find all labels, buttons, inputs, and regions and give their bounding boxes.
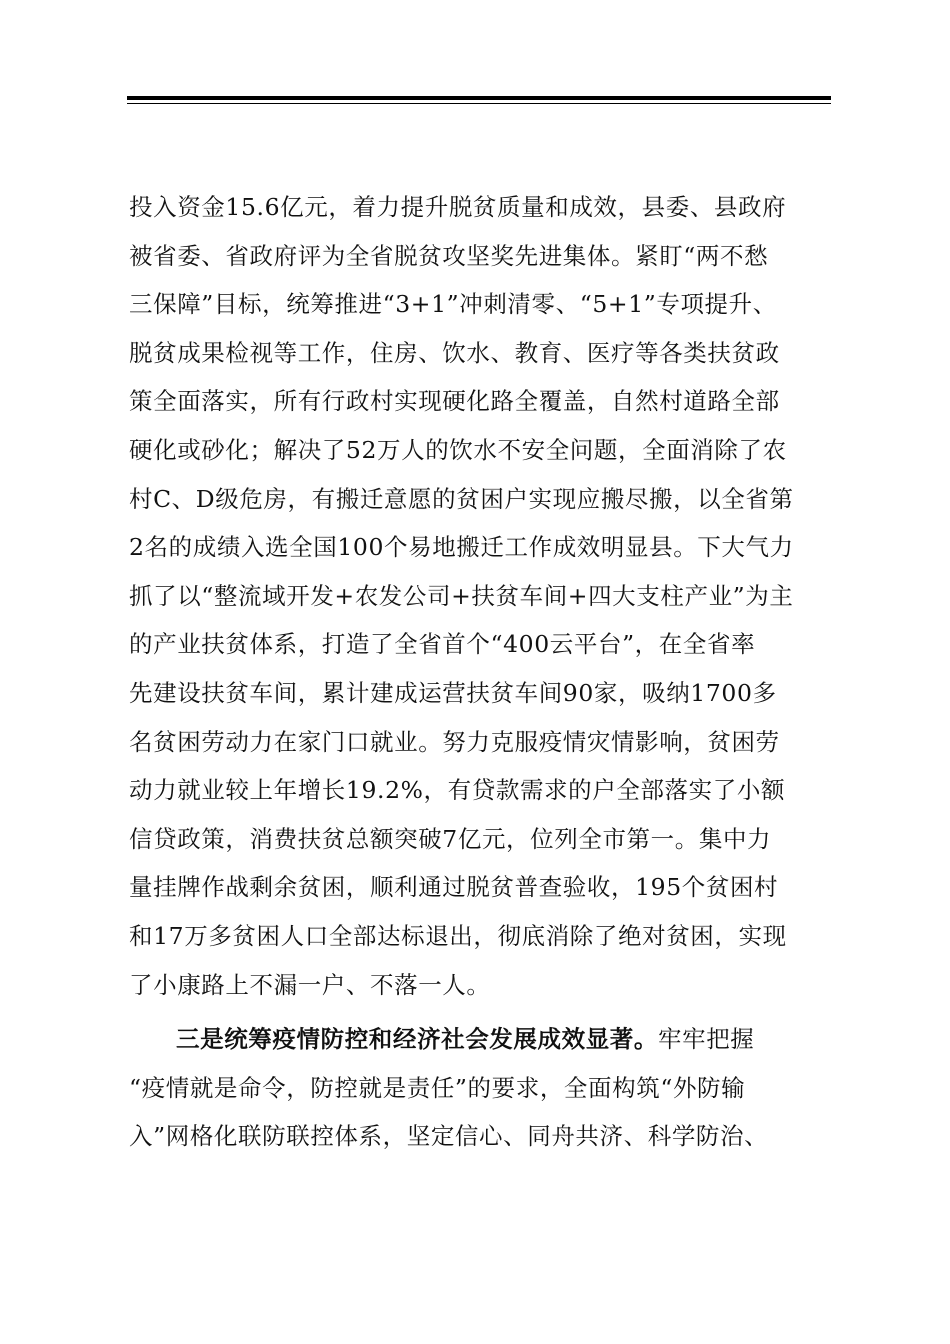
paragraph-line: 投入资金15.6亿元，着力提升脱贫质量和成效，县委、县政府 bbox=[129, 193, 787, 221]
section-first-line-text: 牢牢把握 bbox=[658, 1025, 755, 1054]
paragraph-line: 和17万多贫困人口全部达标退出，彻底消除了绝对贫困，实现 bbox=[129, 921, 787, 950]
section-line: 入”网格化联防联控体系，坚定信心、同舟共济、科学防治、 bbox=[129, 1122, 769, 1151]
paragraph-line: 抓了以“整流域开发+农发公司+扶贫车间+四大支柱产业”为主 bbox=[129, 581, 794, 610]
section-first-line bbox=[129, 1015, 832, 1064]
paragraph-line: 被省委、省政府评为全省脱贫攻坚奖先进集体。紧盯“两不愁 bbox=[129, 241, 769, 270]
header-rule-thin bbox=[127, 103, 831, 104]
paragraph-line: 脱贫成果检视等工作，住房、饮水、教育、医疗等各类扶贫政 bbox=[129, 338, 780, 367]
paragraph-line: 2名的成绩入选全国100个易地搬迁工作成效明显县。下大气力 bbox=[129, 533, 794, 562]
body-text bbox=[129, 183, 832, 1161]
section-line: “疫情就是命令，防控就是责任”的要求，全面构筑“外防输 bbox=[129, 1073, 746, 1102]
paragraph-line: 的产业扶贫体系，打造了全省首个“400云平台”，在全省率 bbox=[129, 630, 756, 659]
paragraph-line: 了小康路上不漏一户、不落一人。 bbox=[129, 970, 491, 999]
paragraph-line: 信贷政策，消费扶贫总额突破7亿元，位列全市第一。集中力 bbox=[129, 824, 772, 853]
paragraph-line: 量挂牌作战剩余贫困，顺利通过脱贫普查验收，195个贫困村 bbox=[129, 873, 779, 902]
paragraph-line: 硬化或砂化；解决了52万人的饮水不安全问题，全面消除了农 bbox=[129, 435, 787, 464]
paragraph-line: 名贫困劳动力在家门口就业。努力克服疫情灾情影响，贫困劳 bbox=[129, 727, 780, 756]
section-heading: 三是统筹疫情防控和经济社会发展成效显著。 bbox=[176, 1025, 658, 1054]
paragraph-line: 三保障”目标，统筹推进“3+1”冲刺清零、“5+1”专项提升、 bbox=[129, 290, 777, 319]
paragraph-line: 先建设扶贫车间，累计建成运营扶贫车间90家，吸纳1700多 bbox=[129, 678, 777, 707]
paragraph-line: 村C、D级危房，有搬迁意愿的贫困户实现应搬尽搬，以全省第 bbox=[129, 484, 794, 513]
header-rule-thick bbox=[127, 96, 831, 100]
paragraph-line: 动力就业较上年增长19.2%，有贷款需求的户全部落实了小额 bbox=[129, 776, 786, 805]
paragraph-line: 策全面落实，所有行政村实现硬化路全覆盖，自然村道路全部 bbox=[129, 387, 780, 416]
